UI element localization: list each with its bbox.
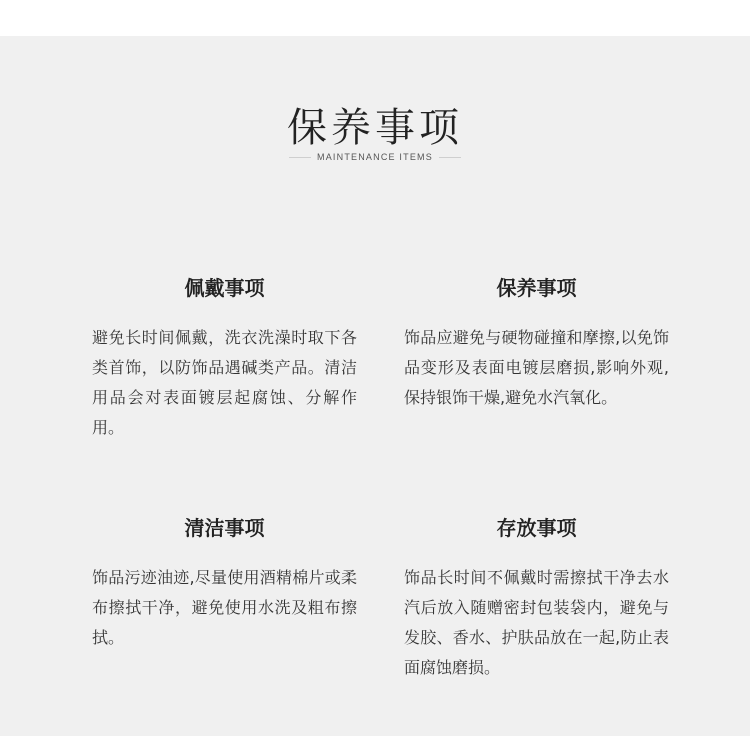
- maintenance-panel: [0, 36, 750, 736]
- section-body: 饰品长时间不佩戴时需擦拭干净去水汽后放入随赠密封包装袋内，避免与发胶、香水、护肤品放在一起,防止表面腐蚀磨损。: [404, 568, 669, 677]
- section-heading: 保养事项: [496, 276, 577, 300]
- subtitle-divider-left: [289, 157, 311, 158]
- page-subtitle: [0, 152, 750, 162]
- section-care: [404, 272, 669, 413]
- section-heading: 清洁事项: [184, 516, 265, 540]
- section-wearing: [92, 272, 357, 443]
- section-body: 避免长时间佩戴，洗衣洗澡时取下各类首饰，以防饰品遇碱类产品。清洁用品会对表面镀层起腐蚀、分解作用。: [92, 328, 357, 437]
- section-heading: 佩戴事项: [184, 276, 265, 300]
- subtitle-divider-right: [439, 157, 461, 158]
- section-storage: [404, 512, 669, 683]
- section-body: 饰品污迹油迹,尽量使用酒精棉片或柔布擦拭干净，避免使用水洗及粗布擦拭。: [92, 568, 357, 647]
- section-heading: 存放事项: [496, 516, 577, 540]
- section-cleaning: [92, 512, 357, 653]
- page-title: 保养事项: [287, 105, 463, 151]
- section-body: 饰品应避免与硬物碰撞和摩擦,以免饰品变形及表面电镀层磨损,影响外观,保持银饰干燥,避免水汽氧化。: [404, 328, 669, 407]
- subtitle-text: MAINTENANCE ITEMS: [317, 152, 433, 162]
